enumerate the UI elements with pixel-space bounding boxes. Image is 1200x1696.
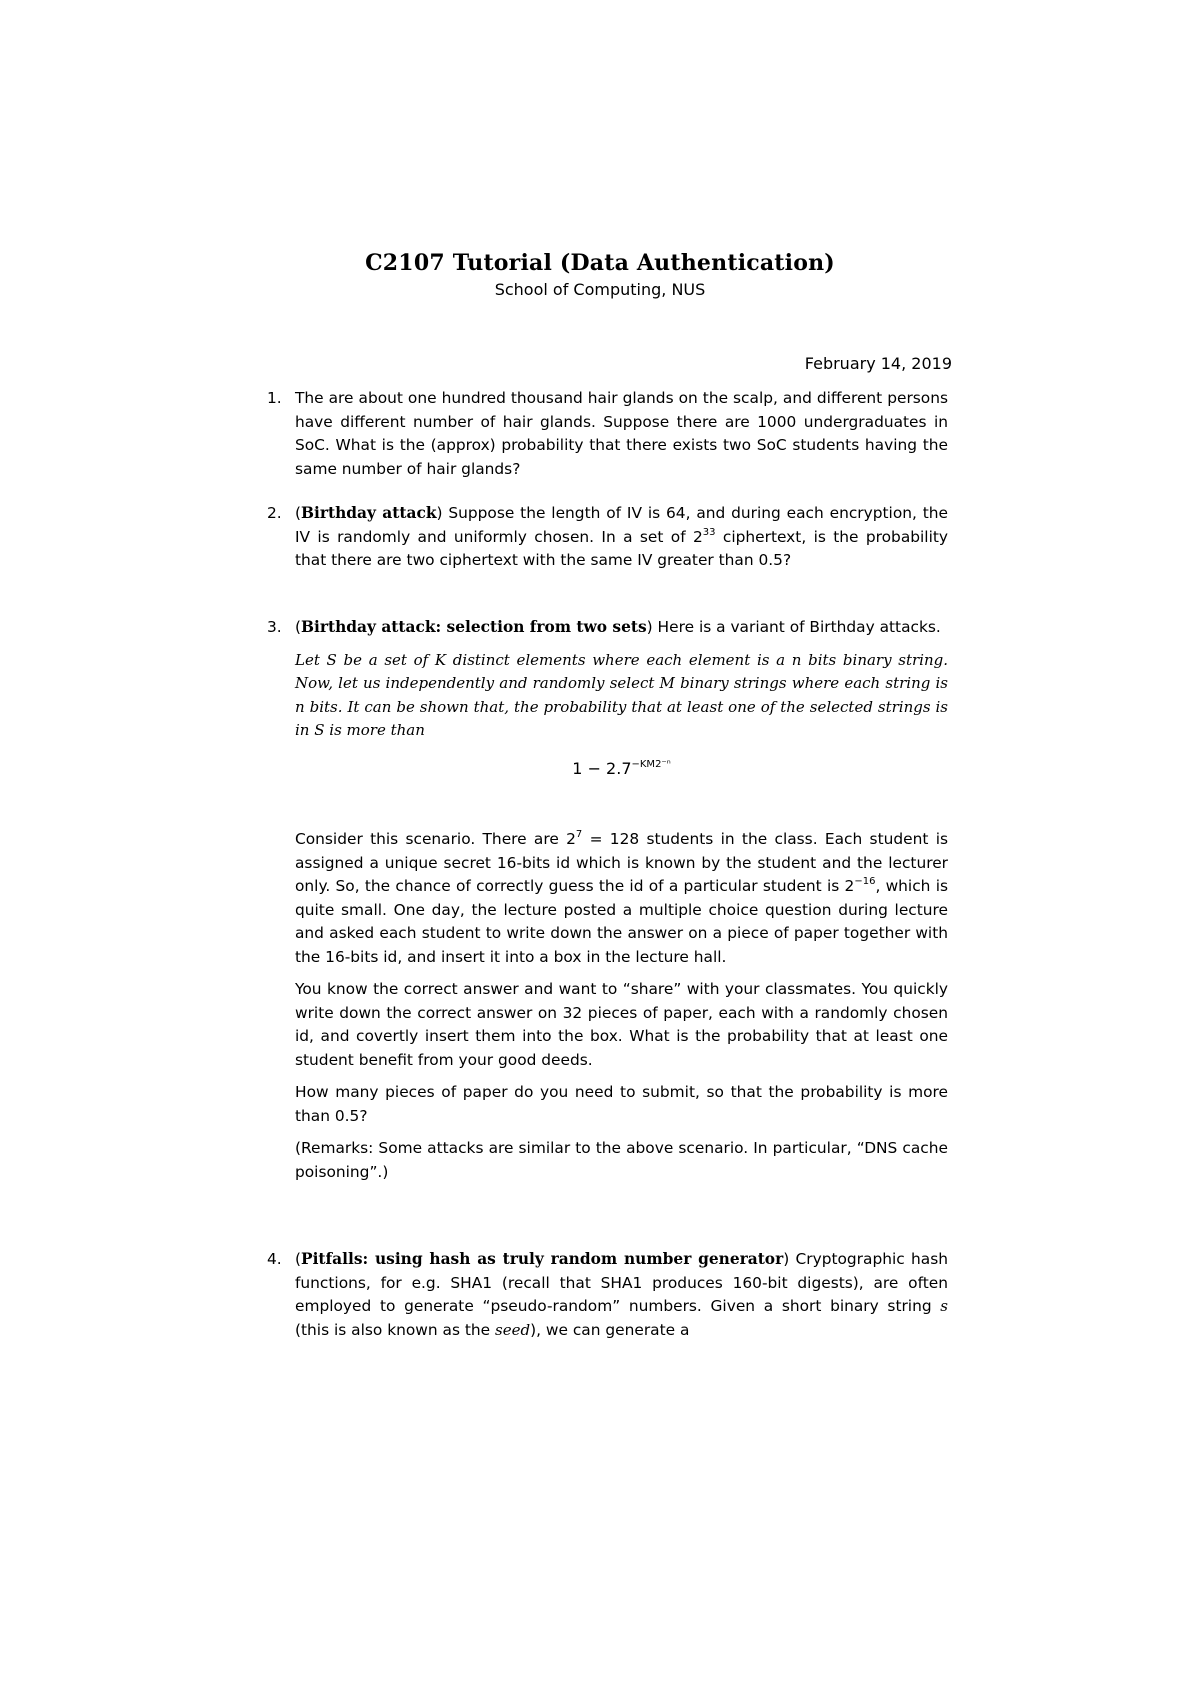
remarks-text: (Remarks: Some attacks are similar to the above scenario. In particular, “DNS cache poisoning”.) [295, 1139, 948, 1181]
scenario-paragraph-3: How many pieces of paper do you need to submit, so that the probability is more than 0.5? [295, 1083, 948, 1125]
question-text: (Pitfalls: using hash as truly random number generator) Cryptographic hash functions, for e.g. SHA1 (recall that SHA1 produces 160-bit digests), are often employed to generate “pseudo-random” numbers. Given a short binary string s (this is also known as the seed), we can generate a [295, 1250, 948, 1339]
scenario-paragraph-2: You know the correct answer and want to “share” with your classmates. You quickly write down the correct answer on 32 pieces of paper, each with a randomly chosen id, and covertly insert them into the box. What is the probability that at least one student benefit from your good deeds. [295, 980, 948, 1069]
question-number: 4. [267, 1250, 282, 1268]
page-title: C2107 Tutorial (Data Authentication) [365, 250, 835, 276]
question-intro: (Birthday attack: selection from two sets) Here is a variant of Birthday attacks. [295, 618, 941, 636]
question-text: (Birthday attack) Suppose the length of IV is 64, and during each encryption, the IV is randomly and uniformly chosen. In a set of $2^{33}$ ciphertext, is the probability that there are two ciphertext with the same IV greater than 0.5? [295, 504, 949, 569]
question-3 [267, 616, 948, 1184]
question-number: 3. [267, 618, 282, 636]
formula: $1 - 2.7^{-KM2^{-n}}$ [572, 758, 671, 778]
theorem-text: Let S be a set of K distinct elements where each element is a n bits binary string. Now, let us independently and randomly select M binary strings where each string is n bits. It can be shown that, the probability that at least one of the selected strings is in S is more than [295, 650, 948, 739]
page-subtitle: School of Computing, NUS [494, 280, 706, 299]
question-number: 2. [267, 504, 282, 522]
question-heading: Birthday attack [301, 504, 437, 522]
question-text: The are about one hundred thousand hair glands on the scalp, and different persons have different number of hair glands. Suppose there are 1000 undergraduates in SoC. What is the (approx) probability that there exists two SoC students having the same number of hair glands? [295, 389, 948, 478]
question-number: 1. [267, 389, 282, 407]
question-4 [267, 1248, 948, 1342]
question-2 [267, 502, 949, 573]
question-heading: Pitfalls: using hash as truly random number generator [301, 1250, 784, 1268]
document-date: February 14, 2019 [804, 354, 952, 373]
question-1 [267, 387, 948, 481]
scenario-text: Consider this scenario. There are $2^7 = 128$ students in the class. Each student is assigned a unique secret 16-bits id which is known by the student and the lecturer only. So, the chance of correctly guess the id of a particular student is $2^{-16}$, which is quite small. One day, the lecture posted a multiple choice question during lecture and asked each student to write down the answer on a piece of paper together with the 16-bits id, and insert it into a box in the lecture hall. [295, 829, 948, 966]
question-heading: Birthday attack: selection from two sets [301, 618, 647, 636]
